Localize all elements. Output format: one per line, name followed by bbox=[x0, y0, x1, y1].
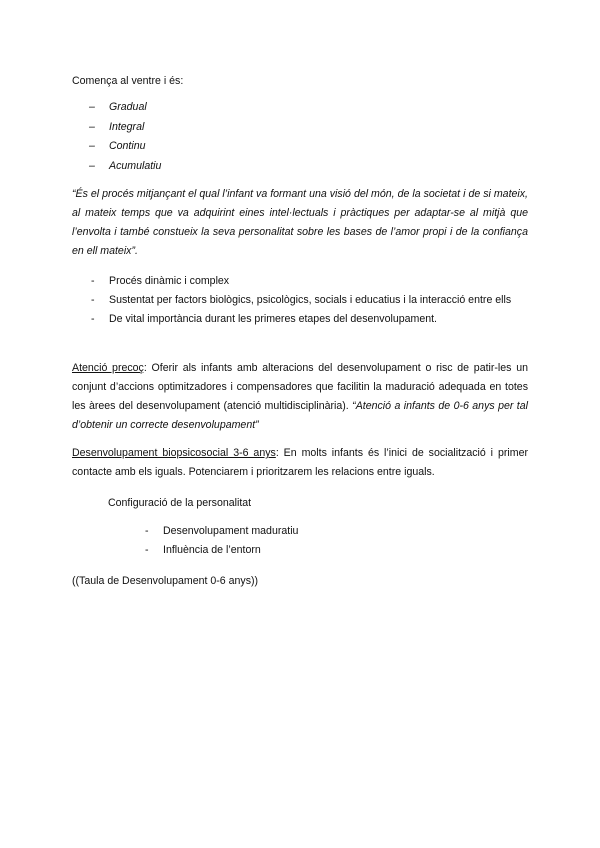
definition-quote: “És el procés mitjançant el qual l’infant va formant una visió del món, de la societat i de si mateix, al mateix temps que va adquirint eines intel·lectuals i pràctiques per adaptar-se al mitjà que l’envolta i també constueix la seva personalitat sobre les bases de l’amor propi i de la confiança en ell mateix”. bbox=[72, 188, 528, 257]
list-item: - Procés dinàmic i complex bbox=[72, 272, 528, 291]
configuracio-title: Configuració de la personalitat bbox=[108, 497, 252, 509]
atencio-term: Atenció precoç bbox=[72, 362, 144, 374]
biopsicosocial-text: : En molts infants és l’inici de socialització i primer contacte amb els iguals. Potenciarem i prioritzarem les relacions entre iguals. bbox=[72, 447, 528, 478]
list-item: – Continu bbox=[72, 137, 528, 157]
configuracio-list bbox=[126, 522, 528, 560]
atencio-quote: “Atenció a infants de 0-6 anys per tal d’obtenir un correcte desenvolupament” bbox=[72, 400, 528, 431]
list-item: – Gradual bbox=[72, 98, 528, 118]
biopsicosocial-paragraph bbox=[72, 444, 528, 482]
list-item: – Acumulatiu bbox=[72, 157, 528, 177]
atencio-text: : Oferir als infants amb alteracions del desenvolupament o risc de patir-les un conjunt d’accions optimitzadores i compensadores que facilitin la maduració adequada en totes les àrees del desenvolupament (atenció multidisciplinària). bbox=[72, 362, 528, 412]
list-item: – Integral bbox=[72, 118, 528, 138]
intro-text: Comença al ventre i és: bbox=[72, 75, 184, 87]
features-list bbox=[72, 272, 528, 329]
taula-note: ((Taula de Desenvolupament 0-6 anys)) bbox=[72, 575, 259, 587]
list-item: - Desenvolupament maduratiu bbox=[126, 522, 528, 541]
atencio-precoc-paragraph bbox=[72, 359, 528, 435]
traits-list bbox=[72, 98, 528, 176]
list-item: - Sustentat per factors biològics, psicològics, socials i educatius i la interacció entre ells bbox=[72, 291, 528, 310]
biopsicosocial-term: Desenvolupament biopsicosocial 3-6 anys bbox=[72, 447, 276, 459]
list-item: - Influència de l’entorn bbox=[126, 541, 528, 560]
list-item: - De vital importància durant les primeres etapes del desenvolupament. bbox=[72, 310, 528, 329]
